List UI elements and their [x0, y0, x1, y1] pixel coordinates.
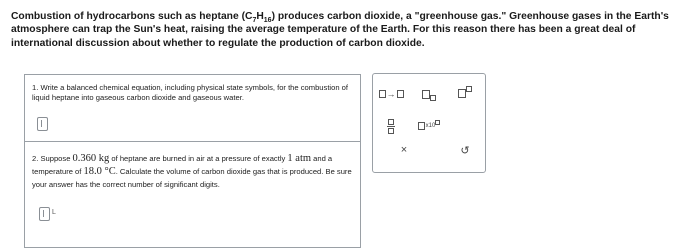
arrow-icon: →	[386, 89, 396, 99]
undo-icon: ↺	[460, 144, 470, 157]
subscript-16: 16	[263, 17, 272, 25]
q2-text-b: of heptane are burned in air at a pressure of exactly	[109, 154, 288, 163]
box-icon	[379, 90, 386, 98]
q2-pressure-unit: atm	[292, 153, 312, 164]
scientific-notation-button[interactable]	[416, 117, 442, 135]
intro-h: H	[256, 11, 264, 22]
close-icon: ×	[400, 144, 408, 156]
q2-temp-unit: °C	[101, 165, 116, 177]
q2-mass-value: 0.360	[72, 153, 97, 164]
question-2-text	[32, 153, 358, 191]
q2-pressure-value: 1	[287, 153, 293, 164]
subscript-7: 7	[252, 17, 257, 25]
clear-button[interactable]	[391, 141, 417, 159]
box-icon	[458, 89, 466, 98]
volume-unit-label: L	[52, 209, 56, 216]
question-divider	[25, 141, 360, 142]
question-panel	[24, 74, 361, 248]
reaction-arrow-button[interactable]	[378, 85, 404, 103]
q2-mass-unit: kg	[96, 153, 110, 164]
box-icon	[418, 122, 425, 130]
exponent-box-icon	[435, 120, 440, 125]
volume-answer-input[interactable]	[39, 207, 50, 221]
times-ten-icon: x10	[425, 123, 436, 129]
equation-answer-input[interactable]	[37, 117, 48, 131]
q2-text-a: 2. Suppose	[32, 154, 73, 163]
q2-text-d: . Calculate the volume of carbon dioxide gas that is produced. Be sure your answer has the correct number of significant digits.	[32, 166, 352, 189]
fraction-icon	[387, 119, 395, 134]
subscript-box-icon	[430, 95, 436, 101]
undo-button[interactable]	[452, 141, 478, 159]
box-icon	[397, 90, 404, 98]
box-icon	[422, 90, 430, 99]
fraction-button[interactable]	[378, 117, 404, 135]
problem-intro	[11, 10, 691, 50]
superscript-box-icon	[466, 86, 472, 92]
subscript-button[interactable]	[416, 85, 442, 103]
math-toolbar	[372, 73, 486, 173]
intro-text-2: ) produces carbon dioxide, a "greenhouse gas." Greenhouse gases in the Earth's atmosphere can trap the Sun's heat, raising the average temperature of the Earth. For this reason there has been a great deal of international discussion about whether to regulate the production of carbon dioxide.	[11, 11, 669, 49]
q2-temp-value: 18.0	[83, 165, 102, 177]
superscript-button[interactable]	[452, 84, 478, 102]
intro-text-1: Combustion of hydrocarbons such as heptane (C	[11, 11, 253, 22]
question-1-text: 1. Write a balanced chemical equation, including physical state symbols, for the combustion of liquid heptane into gaseous carbon dioxide and gaseous water.	[32, 83, 349, 102]
q2-text-c: and a temperature of	[32, 154, 333, 176]
